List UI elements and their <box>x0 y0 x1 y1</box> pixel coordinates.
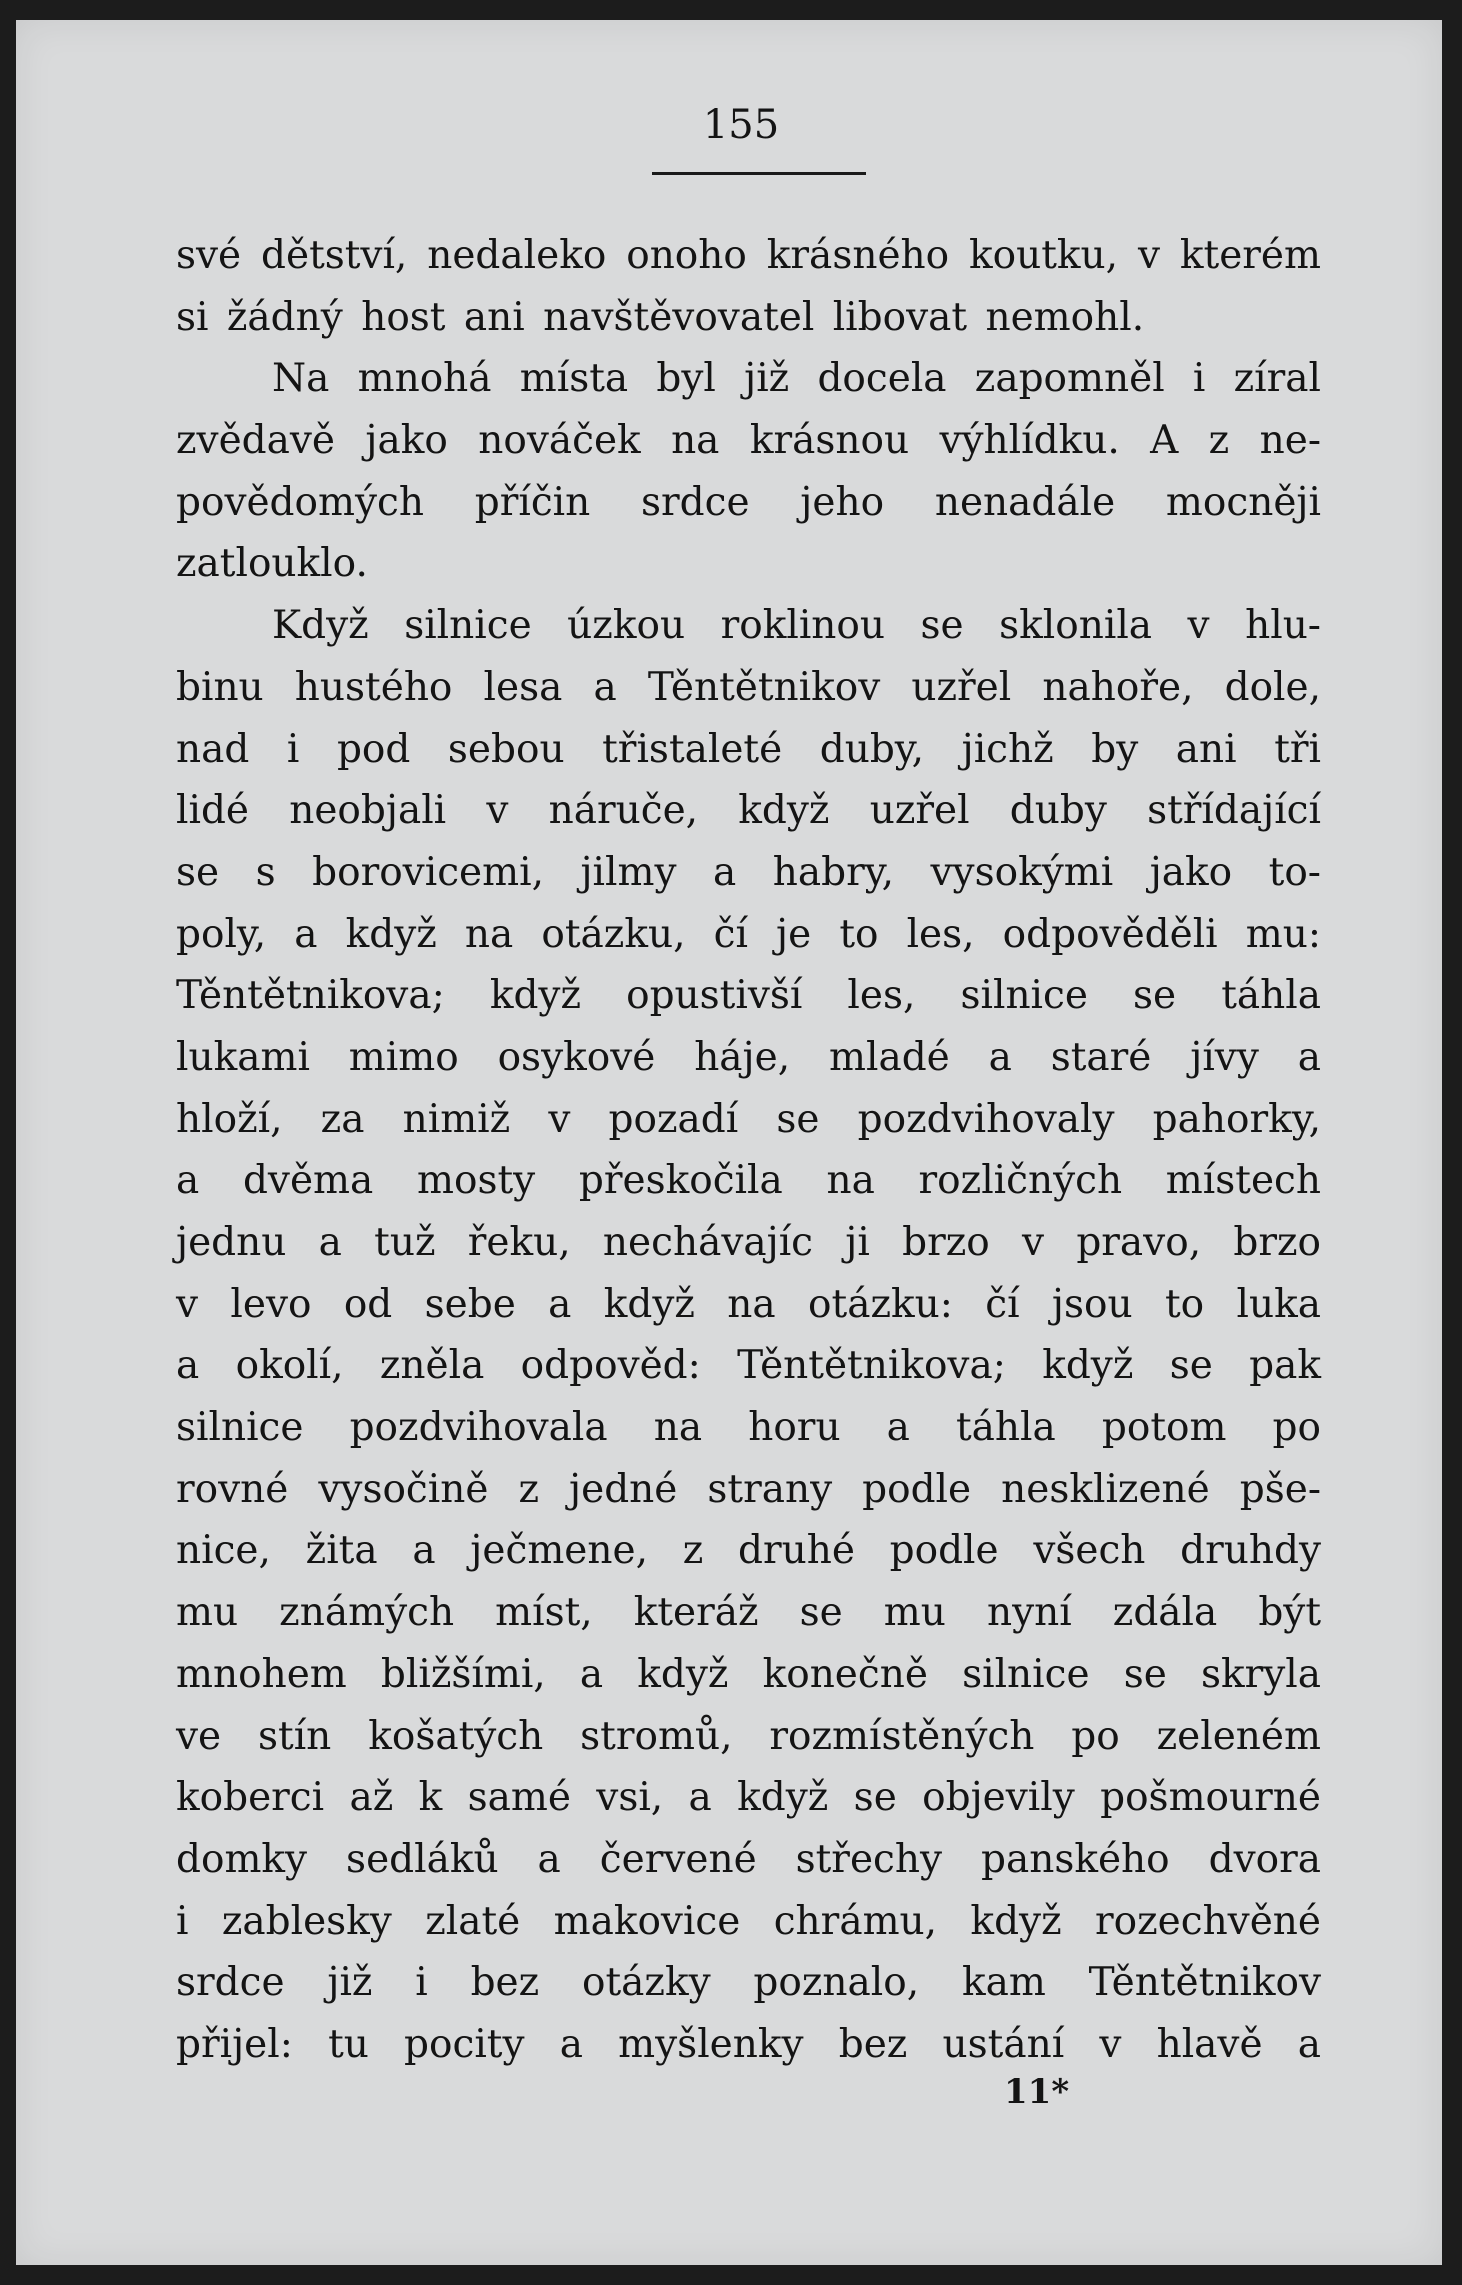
text-line: mnohem bližšími, a když konečně silnice se skryla <box>176 1651 1321 1697</box>
text-line: se s borovicemi, jilmy a habry, vysokými jako to- <box>176 849 1321 895</box>
text-line: Na mnohá místa byl již docela zapomněl i zíral <box>272 356 1321 402</box>
body-text <box>176 225 1321 2076</box>
text-line: si žádný host ani navštěvovatel libovat nemohl. <box>176 294 1145 340</box>
text-line: přijel: tu pocity a myšlenky bez ustání v hlavě a <box>176 2021 1321 2067</box>
text-line: hloží, za nimiž v pozadí se pozdvihovaly pahorky, <box>176 1096 1321 1142</box>
text-line: ve stín košatých stromů, rozmístěných po zeleném <box>176 1713 1321 1759</box>
text-line: a dvěma mosty přeskočila na rozličných místech <box>176 1158 1321 1204</box>
text-line: mu známých míst, kteráž se mu nyní zdála být <box>176 1590 1321 1636</box>
page-number: 155 <box>702 102 780 148</box>
text-line: lukami mimo osykové háje, mladé a staré jívy a <box>176 1034 1321 1080</box>
text-line: Když silnice úzkou roklinou se sklonila v hlu- <box>272 603 1321 649</box>
text-line: zvědavě jako nováček na krásnou výhlídku. A z ne- <box>176 418 1321 464</box>
signature-mark: 11* <box>1004 2072 1070 2112</box>
text-line: domky sedláků a červené střechy panského dvora <box>176 1836 1321 1882</box>
text-line: povědomých příčin srdce jeho nenadále mocněji <box>176 479 1321 525</box>
text-line: rovné vysočině z jedné strany podle nesklizené pše- <box>176 1466 1321 1512</box>
header-rule <box>652 172 866 175</box>
text-line: zatlouklo. <box>176 541 368 587</box>
text-line: v levo od sebe a když na otázku: čí jsou to luka <box>176 1281 1321 1327</box>
text-line: lidé neobjali v náruče, když uzřel duby střídající <box>176 788 1321 834</box>
text-line: silnice pozdvihovala na horu a táhla potom po <box>176 1405 1321 1451</box>
text-line: srdce již i bez otázky poznalo, kam Těntětnikov <box>176 1960 1321 2006</box>
text-line: nad i pod sebou třistaleté duby, jichž by ani tři <box>176 726 1321 772</box>
text-line: poly, a když na otázku, čí je to les, odpověděli mu: <box>176 911 1321 957</box>
book-page <box>16 20 1442 2265</box>
text-line: své dětství, nedaleko onoho krásného koutku, v kterém <box>176 233 1321 278</box>
text-line: Těntětnikova; když opustivší les, silnice se táhla <box>176 973 1321 1019</box>
text-line: i zablesky zlaté makovice chrámu, když rozechvěné <box>176 1898 1321 1944</box>
text-line: binu hustého lesa a Těntětnikov uzřel nahoře, dole, <box>176 664 1321 710</box>
text-line: jednu a tuž řeku, nechávajíc ji brzo v pravo, brzo <box>176 1220 1321 1265</box>
text-line: koberci až k samé vsi, a když se objevily pošmourné <box>176 1775 1321 1821</box>
text-line: nice, žita a ječmene, z druhé podle všech druhdy <box>176 1528 1321 1574</box>
text-line: a okolí, zněla odpověd: Těntětnikova; když se pak <box>176 1343 1321 1389</box>
